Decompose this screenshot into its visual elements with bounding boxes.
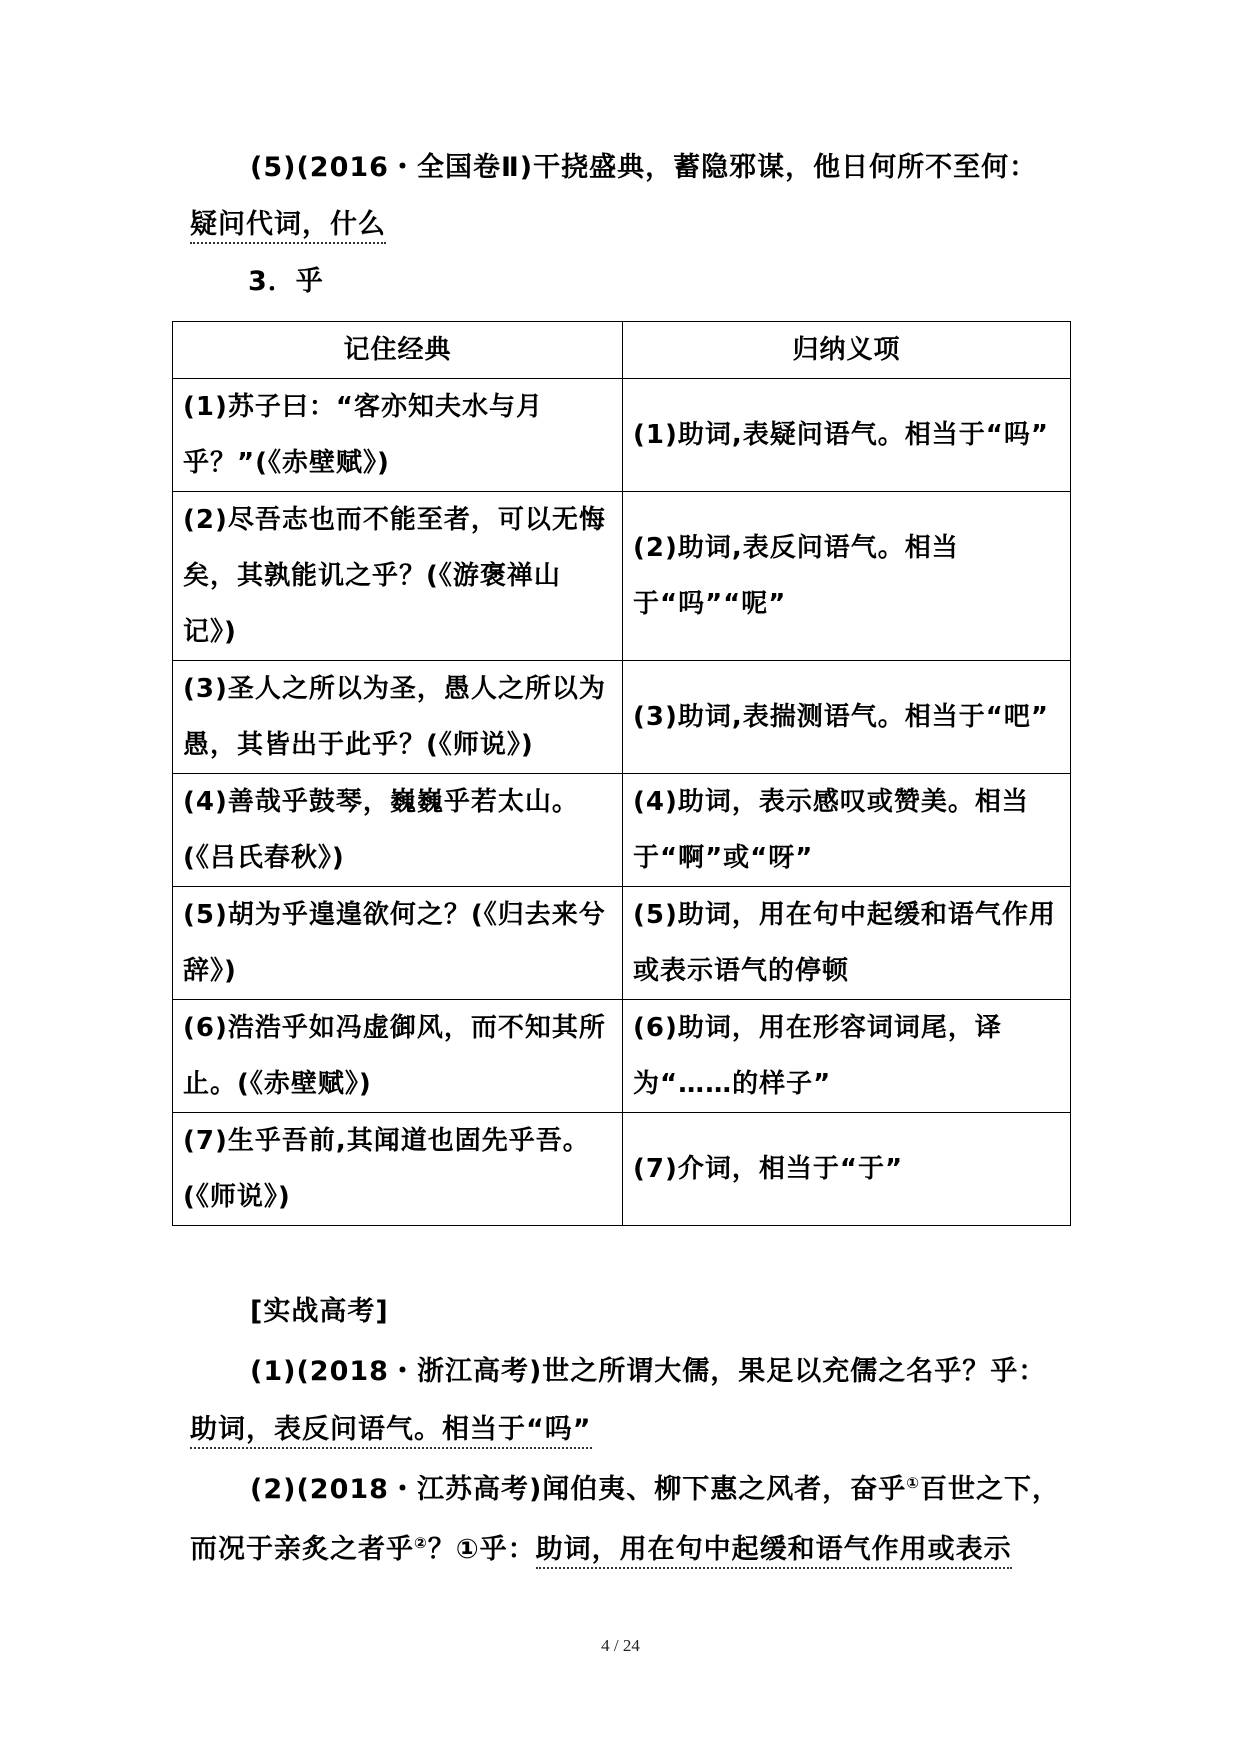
footnote-ref-2: ② xyxy=(414,1534,428,1552)
classic-cell: (7)生乎吾前,其闻道也固先乎吾。(《师说》) xyxy=(173,1113,623,1226)
table-row xyxy=(173,1000,1071,1113)
table-row xyxy=(173,887,1071,1000)
practice-item-2-answer: 助词，用在句中起缓和语气作用或表示 xyxy=(536,1534,1012,1569)
meaning-cell: (5)助词，用在句中起缓和语气作用或表示语气的停顿 xyxy=(623,887,1071,1000)
header-meaning: 归纳义项 xyxy=(623,322,1071,379)
practice-item-1-line-1: (1)(2018・浙江高考)世之所谓大儒，果足以充儒之名乎？乎： xyxy=(250,1356,1047,1387)
section-heading: 3．乎 xyxy=(248,266,324,297)
table-row xyxy=(173,661,1071,774)
practice-item-2-line-1 xyxy=(250,1470,1060,1510)
classic-cell: (5)胡为乎遑遑欲何之？(《归去来兮辞》) xyxy=(173,887,623,1000)
classic-cell: (2)尽吾志也而不能至者，可以无悔矣，其孰能讥之乎？(《游褒禅山记》) xyxy=(173,492,623,661)
classic-cell: (6)浩浩乎如冯虚御风，而不知其所止。(《赤壁赋》) xyxy=(173,1000,623,1113)
intro-line-2 xyxy=(190,205,386,245)
classic-cell: (3)圣人之所以为圣，愚人之所以为愚，其皆出于此乎？(《师说》) xyxy=(173,661,623,774)
classic-cell: (1)苏子曰：“客亦知夫水与月乎？”(《赤壁赋》) xyxy=(173,379,623,492)
intro-answer: 疑问代词，什么 xyxy=(190,209,386,244)
practice-item-2-text-b: 百世之下， xyxy=(920,1474,1060,1505)
table-row xyxy=(173,492,1071,661)
meaning-cell: (2)助词,表反问语气。相当于“吗”“呢” xyxy=(623,492,1071,661)
practice-item-1-line-2 xyxy=(190,1410,592,1450)
practice-item-2-line-2 xyxy=(190,1530,1012,1570)
footnote-ref-1: ① xyxy=(906,1474,920,1492)
header-classic: 记住经典 xyxy=(173,322,623,379)
table-row xyxy=(173,379,1071,492)
page-number: 4 / 24 xyxy=(601,1636,640,1655)
meaning-cell: (6)助词，用在形容词词尾，译为“……的样子” xyxy=(623,1000,1071,1113)
table-row xyxy=(173,1113,1071,1226)
meaning-cell: (4)助词，表示感叹或赞美。相当于“啊”或“呀” xyxy=(623,774,1071,887)
practice-item-1-answer: 助词，表反问语气。相当于“吗” xyxy=(190,1414,592,1449)
notes-table xyxy=(172,321,1071,1226)
practice-item-2-text-c: 而况于亲炙之者乎 xyxy=(190,1534,414,1565)
table-header-row xyxy=(173,322,1071,379)
meaning-cell: (1)助词,表疑问语气。相当于“吗” xyxy=(623,379,1071,492)
practice-item-2-text-d: ？①乎： xyxy=(427,1534,536,1565)
classic-cell: (4)善哉乎鼓琴，巍巍乎若太山。(《吕氏春秋》) xyxy=(173,774,623,887)
meaning-cell: (3)助词,表揣测语气。相当于“吧” xyxy=(623,661,1071,774)
meaning-cell: (7)介词，相当于“于” xyxy=(623,1113,1071,1226)
practice-item-2-text-a: (2)(2018・江苏高考)闻伯夷、柳下惠之风者，奋乎 xyxy=(250,1474,907,1505)
intro-line-1: (5)(2016・全国卷Ⅱ)干挠盛典，蓄隐邪谋，他日何所不至何： xyxy=(250,152,1038,183)
table-row xyxy=(173,774,1071,887)
practice-heading: [实战高考] xyxy=(250,1296,389,1327)
